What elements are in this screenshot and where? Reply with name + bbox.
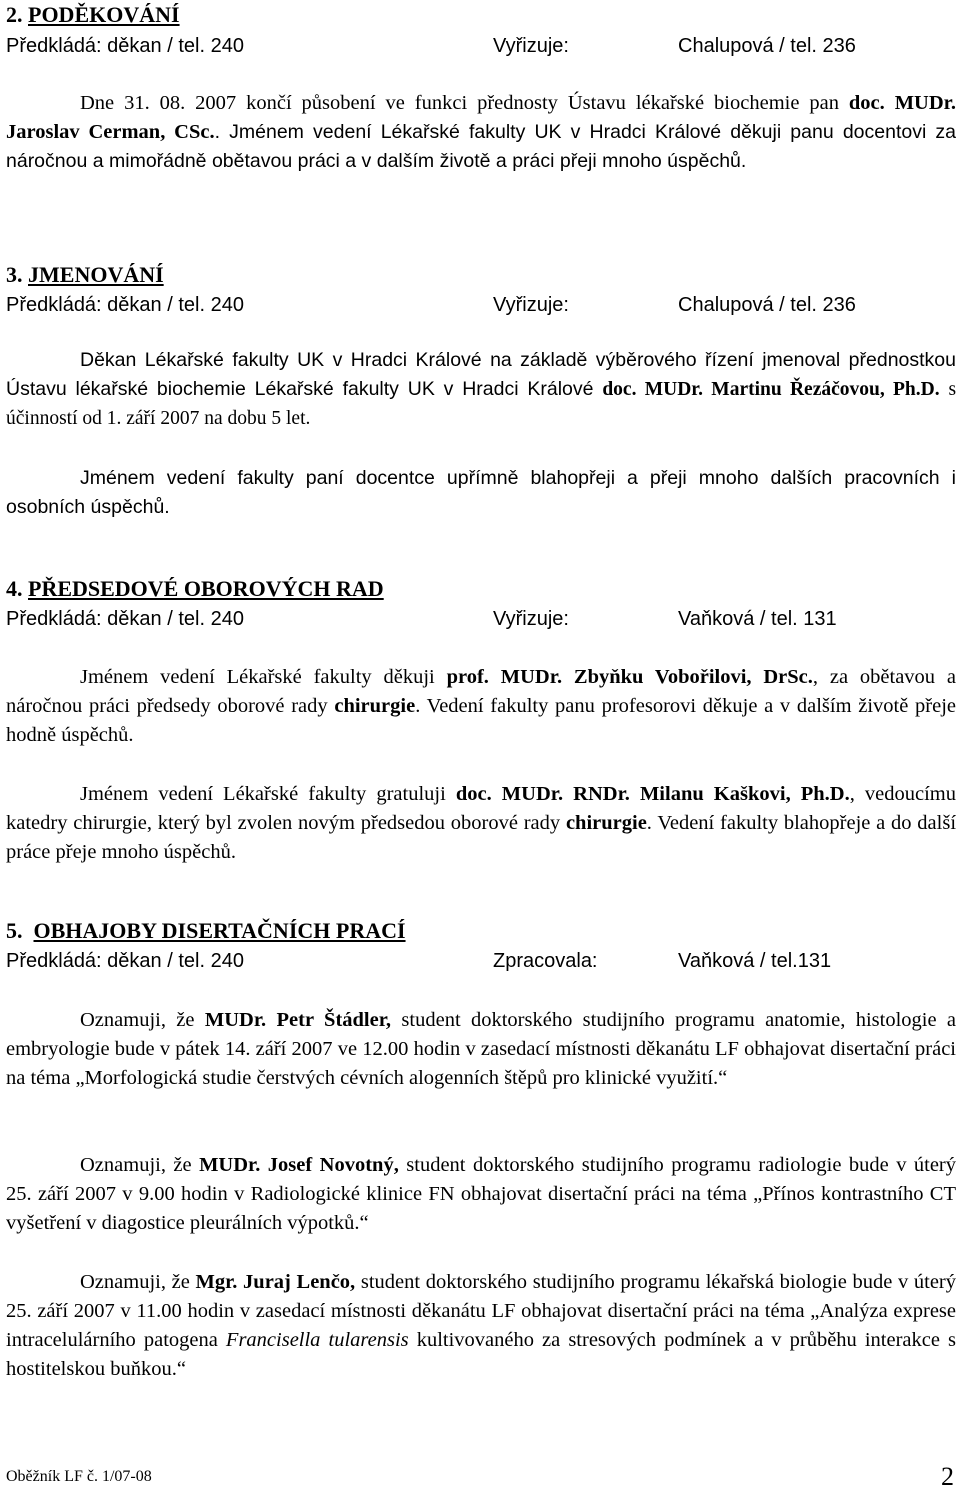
section-5-heading: [6, 918, 406, 944]
section-3-paragraph-1: Děkan Lékařské fakulty UK v Hradci Králové na základě výběrového řízení jmenoval přednostkou Ústavu lékařské biochemie Lékařské fakulty UK v Hradci Králové doc. MUDr. Martinu Řezáčovou, Ph.D. s účinností od 1. září 2007 na dobu 5 let.: [6, 349, 957, 429]
submitted-by: Předkládá: děkan / tel. 240: [6, 294, 244, 316]
page-number: 2: [941, 1462, 954, 1491]
section-title: JMENOVÁNÍ: [28, 262, 164, 287]
section-number: 4.: [6, 576, 23, 601]
section-title: PŘEDSEDOVÉ OBOROVÝCH RAD: [28, 576, 384, 601]
section-3-meta: [6, 292, 956, 318]
processed-by-label: Zpracovala:: [493, 950, 598, 972]
section-3-heading: [6, 262, 164, 288]
page-footer: [6, 1462, 956, 1494]
person-name: doc. MUDr. Martinu Řezáčovou, Ph.D.: [602, 379, 940, 400]
person-name: Mgr. Juraj Lenčo,: [195, 1271, 356, 1293]
species-name: Francisella tularensis: [225, 1329, 409, 1351]
submitted-by: Předkládá: děkan / tel. 240: [6, 608, 244, 630]
processed-by-value: Vaňková / tel.131: [678, 950, 832, 972]
submitted-by: Předkládá: děkan / tel. 240: [6, 35, 244, 57]
section-5-paragraph-1: Oznamuji, že MUDr. Petr Štádler, student doktorského studijního programu anatomie, histologie a embryologie bude v pátek 14. září 2007 ve 12.00 hodin v zasedací místnosti děkanátu LF obhajovat disertační práci na téma „Morfologická studie čerstvých cévních alogenních štěpů pro klinické využití.“: [6, 1009, 957, 1089]
handled-by-value: Chalupová / tel. 236: [678, 294, 856, 316]
submitted-by: Předkládá: děkan / tel. 240: [6, 950, 244, 972]
section-2-heading: [6, 2, 180, 28]
section-3-paragraph-2: Jménem vedení fakulty paní docentce upřímně blahopřeji a přeji mnoho dalších pracovních i osobních úspěchů.: [6, 467, 956, 518]
section-4-paragraph-1: Jménem vedení Lékařské fakulty děkuji prof. MUDr. Zbyňku Vobořilovi, DrSc., za obětavou a náročnou práci předsedy oborové rady chirurgie. Vedení fakulty panu profesorovi děkuje a v dalším životě přeje hodně úspěchů.: [6, 666, 957, 746]
person-name: MUDr. Petr Štádler,: [204, 1009, 392, 1031]
section-4-heading: [6, 576, 384, 602]
section-number: 2.: [6, 2, 23, 27]
handled-by-label: Vyřizuje:: [493, 35, 569, 57]
section-4-paragraph-2: Jménem vedení Lékařské fakulty gratuluji doc. MUDr. RNDr. Milanu Kaškovi, Ph.D., vedoucímu katedry chirurgie, který byl zvolen novým předsedou oborové rady chirurgie. Vedení fakulty blahopřeje a do další práce přeje mnoho úspěchů.: [6, 783, 957, 863]
section-4-meta: [6, 606, 956, 632]
section-5-paragraph-3: Oznamuji, že Mgr. Juraj Lenčo, student doktorského studijního programu lékařská biologie bude v úterý 25. září 2007 v 11.00 hodin v zasedací místnosti děkanátu LF obhajovat disertační práci na téma „Analýza exprese intracelulárního patogena Francisella tularensis kultivovaného za stresových podmínek a v průběhu interakce s hostitelskou buňkou.“: [6, 1271, 957, 1380]
section-number: 5.: [6, 918, 23, 943]
person-name: MUDr. Josef Novotný,: [199, 1154, 399, 1176]
person-name: prof. MUDr. Zbyňku Vobořilovi, DrSc.: [446, 666, 813, 688]
person-name: doc. MUDr. RNDr. Milanu Kaškovi, Ph.D.: [455, 783, 850, 805]
handled-by-value: Vaňková / tel. 131: [678, 608, 837, 630]
person-name: doc. MUDr. Jaroslav Cerman, CSc.: [6, 92, 956, 143]
section-number: 3.: [6, 262, 23, 287]
handled-by-label: Vyřizuje:: [493, 608, 569, 630]
section-2-paragraph: Dne 31. 08. 2007 končí působení ve funkci přednosty Ústavu lékařské biochemie pan doc. MUDr. Jaroslav Cerman, CSc.. Jménem vedení Lékařské fakulty UK v Hradci Králové děkuji panu docentovi za náročnou a mimořádně obětavou práci a v dalším životě a práci přeji mnoho úspěchů.: [6, 92, 957, 172]
section-5-meta: [6, 948, 956, 974]
section-title: PODĚKOVÁNÍ: [28, 2, 180, 27]
handled-by-label: Vyřizuje:: [493, 294, 569, 316]
section-2-meta: [6, 33, 956, 59]
section-title: OBHAJOBY DISERTAČNÍCH PRACÍ: [33, 918, 406, 943]
section-5-paragraph-2: Oznamuji, že MUDr. Josef Novotný, student doktorského studijního programu radiologie bude v úterý 25. září 2007 v 9.00 hodin v Radiologické klinice FN obhajovat disertační práci na téma „Přínos kontrastního CT vyšetření v diagostice pleurálních výpotků.“: [6, 1154, 957, 1234]
footer-newsletter-id: Oběžník LF č. 1/07-08: [6, 1468, 152, 1485]
handled-by-value: Chalupová / tel. 236: [678, 35, 856, 57]
